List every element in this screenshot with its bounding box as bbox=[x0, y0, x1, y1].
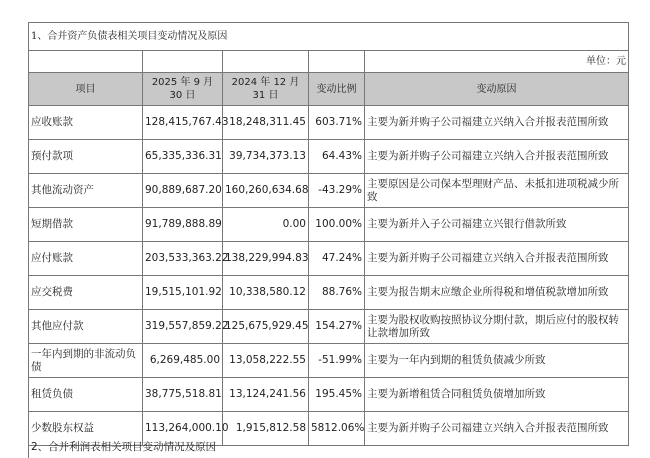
value-2024: 0.00 bbox=[223, 208, 309, 242]
header-reason: 变动原因 bbox=[365, 73, 629, 106]
item-name: 预付款项 bbox=[29, 140, 143, 174]
value-2024: 10,338,580.12 bbox=[223, 276, 309, 310]
change-reason: 主要为新并购子公司福建立兴纳入合并报表范围所致 bbox=[365, 106, 629, 140]
change-ratio: -51.99% bbox=[309, 344, 365, 378]
value-2025: 203,533,363.22 bbox=[143, 242, 223, 276]
blank-cell bbox=[309, 51, 365, 73]
change-ratio: 5812.06% bbox=[309, 412, 365, 446]
change-ratio: 88.76% bbox=[309, 276, 365, 310]
value-2024: 18,248,311.45 bbox=[223, 106, 309, 140]
value-2024: 160,260,634.68 bbox=[223, 174, 309, 208]
change-ratio: 154.27% bbox=[309, 310, 365, 344]
table-row bbox=[29, 106, 629, 140]
unit-label: 单位：元 bbox=[365, 51, 629, 73]
change-ratio: 100.00% bbox=[309, 208, 365, 242]
value-2024: 125,675,929.45 bbox=[223, 310, 309, 344]
table-row bbox=[29, 208, 629, 242]
item-name: 应收账款 bbox=[29, 106, 143, 140]
value-2025: 319,557,859.22 bbox=[143, 310, 223, 344]
value-2024: 1,915,812.58 bbox=[223, 412, 309, 446]
header-item: 项目 bbox=[29, 73, 143, 106]
value-2025: 38,775,518.81 bbox=[143, 378, 223, 412]
change-reason: 主要为新增租赁合同租赁负债增加所致 bbox=[365, 378, 629, 412]
value-2024: 13,124,241.56 bbox=[223, 378, 309, 412]
table-row bbox=[29, 310, 629, 344]
change-reason: 主要为新并购子公司福建立兴纳入合并报表范围所致 bbox=[365, 140, 629, 174]
value-2025: 113,264,000.10 bbox=[143, 412, 223, 446]
item-name: 其他应付款 bbox=[29, 310, 143, 344]
table-row bbox=[29, 378, 629, 412]
change-reason: 主要为一年内到期的租赁负债减少所致 bbox=[365, 344, 629, 378]
blank-cell bbox=[223, 51, 309, 73]
value-2024: 138,229,994.83 bbox=[223, 242, 309, 276]
item-name: 短期借款 bbox=[29, 208, 143, 242]
header-2025: 2025 年 9 月 30 日 bbox=[143, 73, 223, 106]
change-reason: 主要原因是公司保本型理财产品、未抵扣进项税减少所致 bbox=[365, 174, 629, 208]
change-ratio: 195.45% bbox=[309, 378, 365, 412]
value-2025: 91,789,888.89 bbox=[143, 208, 223, 242]
value-2025: 19,515,101.92 bbox=[143, 276, 223, 310]
header-ratio: 变动比例 bbox=[309, 73, 365, 106]
change-reason: 主要为新并入子公司福建立兴银行借款所致 bbox=[365, 208, 629, 242]
next-section-title: 2、合并利润表相关项目变动情况及原因 bbox=[31, 441, 217, 453]
change-reason: 主要为报告期末应缴企业所得税和增值税款增加所致 bbox=[365, 276, 629, 310]
item-name: 一年内到期的非流动负债 bbox=[29, 344, 143, 378]
change-reason: 主要为股权收购按照协议分期付款，期后应付的股权转让款增加所致 bbox=[365, 310, 629, 344]
value-2025: 6,269,485.00 bbox=[143, 344, 223, 378]
table-row bbox=[29, 242, 629, 276]
change-ratio: -43.29% bbox=[309, 174, 365, 208]
value-2024: 39,734,373.13 bbox=[223, 140, 309, 174]
table-row bbox=[29, 276, 629, 310]
value-2025: 128,415,767.43 bbox=[143, 106, 223, 140]
table-row bbox=[29, 174, 629, 208]
table-row bbox=[29, 140, 629, 174]
section-title: 1、合并资产负债表相关项目变动情况及原因 bbox=[29, 23, 629, 51]
item-name: 少数股东权益 bbox=[29, 412, 143, 446]
change-ratio: 603.71% bbox=[309, 106, 365, 140]
header-row bbox=[29, 73, 629, 106]
value-2025: 90,889,687.20 bbox=[143, 174, 223, 208]
item-name: 应付账款 bbox=[29, 242, 143, 276]
next-section bbox=[28, 425, 629, 458]
header-2024: 2024 年 12 月 31 日 bbox=[223, 73, 309, 106]
table-row bbox=[29, 344, 629, 378]
item-name: 租赁负债 bbox=[29, 378, 143, 412]
item-name: 其他流动资产 bbox=[29, 174, 143, 208]
value-2024: 13,058,222.55 bbox=[223, 344, 309, 378]
item-name: 应交税费 bbox=[29, 276, 143, 310]
change-reason: 主要为新并购子公司福建立兴纳入合并报表范围所致 bbox=[365, 412, 629, 446]
blank-cell bbox=[29, 51, 143, 73]
change-ratio: 64.43% bbox=[309, 140, 365, 174]
value-2025: 65,335,336.31 bbox=[143, 140, 223, 174]
balance-sheet-changes-table bbox=[28, 22, 628, 446]
blank-cell bbox=[143, 51, 223, 73]
change-reason: 主要为新并购子公司福建立兴纳入合并报表范围所致 bbox=[365, 242, 629, 276]
change-ratio: 47.24% bbox=[309, 242, 365, 276]
